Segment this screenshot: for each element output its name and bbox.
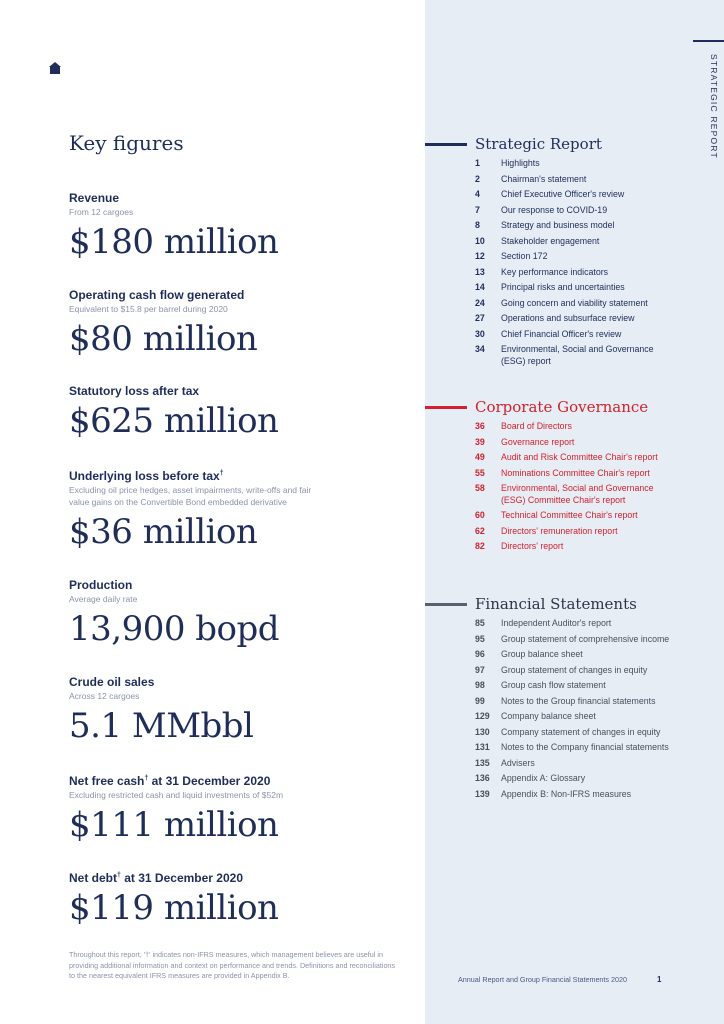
contents-page-number: 4 <box>475 189 480 199</box>
contents-strategic-report <box>425 134 724 371</box>
side-tab-bar <box>693 40 724 42</box>
figure-label: Statutory loss after tax <box>69 384 200 398</box>
contents-page-number: 10 <box>475 235 485 246</box>
contents-page-number: 1 <box>475 158 480 168</box>
figure-sub: Average daily rate <box>69 594 138 604</box>
figure-production <box>69 578 414 649</box>
figure-sub: Across 12 cargoes <box>69 691 140 701</box>
contents-page-number: 12 <box>475 251 485 261</box>
contents-item[interactable] <box>475 742 724 754</box>
contents-item-label: Notes to the Group financial statements <box>501 695 656 706</box>
contents-item-label: Board of Directors <box>501 421 572 431</box>
dagger-mark: † <box>144 775 149 782</box>
contents-item[interactable] <box>475 541 724 553</box>
contents-item-label: Highlights <box>501 158 540 168</box>
section-bar <box>425 603 467 606</box>
section-title[interactable]: Corporate Governance <box>475 398 649 416</box>
contents-item[interactable] <box>475 634 724 646</box>
contents-item[interactable] <box>475 680 724 692</box>
contents-corporate-governance <box>425 397 724 557</box>
contents-item-label: Company balance sheet <box>501 711 596 721</box>
side-section-label[interactable]: STRATEGIC REPORT <box>709 54 719 159</box>
contents-page-number: 34 <box>475 344 485 354</box>
contents-page-number: 39 <box>475 436 485 447</box>
contents-list <box>475 158 724 367</box>
home-icon[interactable] <box>48 61 62 75</box>
contents-item[interactable] <box>475 174 724 186</box>
contents-page-number: 58 <box>475 483 485 493</box>
contents-page-number: 13 <box>475 266 485 277</box>
contents-item[interactable] <box>475 510 724 522</box>
contents-item[interactable] <box>475 251 724 263</box>
contents-page-number: 24 <box>475 297 485 308</box>
contents-item[interactable] <box>475 789 724 801</box>
contents-item[interactable] <box>475 329 724 341</box>
page-number: 1 <box>657 975 662 984</box>
contents-item-label: Directors' report <box>501 541 564 551</box>
contents-page-number: 129 <box>475 711 490 721</box>
contents-item-label: Operations and subsurface review <box>501 313 635 323</box>
contents-item-label: Chief Executive Officer's review <box>501 189 625 199</box>
contents-page-number: 14 <box>475 282 485 292</box>
contents-financial-statements <box>425 594 724 804</box>
contents-item[interactable] <box>475 205 724 217</box>
figure-label: Operating cash flow generated <box>69 288 245 302</box>
figure-value: $625 million <box>69 401 279 441</box>
contents-item-label: Strategy and business model <box>501 220 615 230</box>
contents-item[interactable] <box>475 298 724 310</box>
contents-page-number: 131 <box>475 742 490 752</box>
figure-crude-oil-sales <box>69 675 414 746</box>
contents-list <box>475 618 724 800</box>
contents-item-label: Group cash flow statement <box>501 680 606 690</box>
contents-item-label: Chairman's statement <box>501 173 587 184</box>
figure-label: Revenue <box>69 191 120 205</box>
figure-net-free-cash <box>69 771 414 845</box>
contents-page-number: 7 <box>475 204 480 215</box>
contents-item-label: Our response to COVID-19 <box>501 204 608 215</box>
section-bar <box>425 143 467 146</box>
contents-page-number: 99 <box>475 695 485 706</box>
contents-item-label: Appendix B: Non-IFRS measures <box>501 788 632 799</box>
contents-page-number: 30 <box>475 328 485 339</box>
figure-label: Underlying loss before tax† <box>69 469 224 483</box>
contents-page-number: 8 <box>475 220 480 230</box>
figure-value: 13,900 bopd <box>69 609 280 649</box>
figure-operating-cash-flow <box>69 288 414 359</box>
contents-page-number: 96 <box>475 649 485 659</box>
contents-list <box>475 421 724 553</box>
figure-value: 5.1 MMbbl <box>69 706 254 746</box>
figure-value: $180 million <box>69 222 279 262</box>
figure-value: $119 million <box>69 888 279 928</box>
contents-page-number: 85 <box>475 618 485 628</box>
contents-page-number: 136 <box>475 773 490 783</box>
contents-page-number: 135 <box>475 757 490 768</box>
contents-page-number: 2 <box>475 173 480 184</box>
contents-item-label: Group balance sheet <box>501 649 583 659</box>
contents-item[interactable] <box>475 189 724 201</box>
contents-item[interactable] <box>475 649 724 661</box>
contents-item[interactable] <box>475 421 724 433</box>
contents-page-number: 82 <box>475 541 485 551</box>
contents-item-label: Environmental, Social and Governance (ESG) Committee Chair's report <box>501 483 654 505</box>
section-title[interactable]: Strategic Report <box>475 135 602 153</box>
contents-page-number: 60 <box>475 510 485 520</box>
figure-revenue <box>69 191 414 262</box>
figure-underlying-loss <box>69 466 414 552</box>
figure-value: $36 million <box>69 512 258 552</box>
contents-item[interactable] <box>475 452 724 464</box>
section-title[interactable]: Financial Statements <box>475 595 637 613</box>
key-figures-title: Key figures <box>69 131 184 155</box>
contents-page-number: 62 <box>475 525 485 536</box>
contents-item[interactable] <box>475 696 724 708</box>
contents-item-label: Going concern and viability statement <box>501 297 648 308</box>
contents-item[interactable] <box>475 282 724 294</box>
footnote: Throughout this report, '†' indicates non-IFRS measures, which management believes are useful in providing additional information and context on performance and trends. Definitions and reconciliations to the nearest equivalent IFRS measures are provided in Appendix B. <box>69 950 396 980</box>
contents-page-number: 36 <box>475 421 485 431</box>
figure-label: Crude oil sales <box>69 675 155 689</box>
contents-item-label: Appendix A: Glossary <box>501 773 586 783</box>
contents-item[interactable] <box>475 468 724 480</box>
figure-sub: From 12 cargoes <box>69 207 134 217</box>
contents-item[interactable] <box>475 220 724 232</box>
contents-page-number: 49 <box>475 452 485 462</box>
contents-item-label: Principal risks and uncertainties <box>501 282 625 292</box>
figure-value: $111 million <box>69 805 279 845</box>
contents-item[interactable] <box>475 158 724 170</box>
contents-item[interactable] <box>475 344 724 367</box>
contents-item[interactable] <box>475 267 724 279</box>
dagger-mark: † <box>117 872 121 879</box>
contents-item-label: Governance report <box>501 436 575 447</box>
dagger-mark: † <box>219 470 224 477</box>
contents-item[interactable] <box>475 727 724 739</box>
figure-label: Net free cash† at 31 December 2020 <box>69 774 271 788</box>
contents-item-label: Notes to the Company financial statements <box>501 742 669 752</box>
contents-item-label: Technical Committee Chair's report <box>501 510 638 520</box>
contents-page-number: 130 <box>475 726 490 737</box>
contents-item-label: Stakeholder engagement <box>501 235 600 246</box>
contents-item-label: Chief Financial Officer's review <box>501 328 622 339</box>
contents-item[interactable] <box>475 437 724 449</box>
contents-page-number: 98 <box>475 680 485 690</box>
footer-title: Annual Report and Group Financial Statements 2020 <box>458 975 628 984</box>
contents-page-number: 139 <box>475 788 490 799</box>
contents-item-label: Group statement of comprehensive income <box>501 633 670 644</box>
contents-item-label: Environmental, Social and Governance (ESG) report <box>501 344 654 366</box>
contents-item[interactable] <box>475 483 724 506</box>
contents-item[interactable] <box>475 758 724 770</box>
figure-statutory-loss <box>69 384 414 441</box>
contents-item[interactable] <box>475 313 724 325</box>
figure-sub: Equivalent to $15.8 per barrel during 2020 <box>69 304 228 314</box>
figure-label: Production <box>69 578 133 592</box>
contents-item[interactable] <box>475 665 724 677</box>
contents-item[interactable] <box>475 236 724 248</box>
figure-net-debt <box>69 868 414 928</box>
contents-item-label: Nominations Committee Chair's report <box>501 467 650 478</box>
contents-item-label: Key performance indicators <box>501 266 609 277</box>
contents-item[interactable] <box>475 711 724 723</box>
contents-page-number: 27 <box>475 313 485 323</box>
contents-item[interactable] <box>475 618 724 630</box>
contents-page-number: 95 <box>475 633 485 644</box>
contents-item-label: Section 172 <box>501 251 548 261</box>
contents-item-label: Directors' remuneration report <box>501 525 618 536</box>
contents-item-label: Company statement of changes in equity <box>501 726 661 737</box>
contents-item[interactable] <box>475 773 724 785</box>
contents-item-label: Independent Auditor's report <box>501 618 612 628</box>
contents-item-label: Audit and Risk Committee Chair's report <box>501 452 658 462</box>
figure-sub: Excluding oil price hedges, asset impairments, write-offs and fair value gains on the Convertible Bond embedded derivative <box>69 485 312 507</box>
contents-page-number: 97 <box>475 664 485 675</box>
section-bar <box>425 406 467 409</box>
figure-sub: Excluding restricted cash and liquid investments of $52m <box>69 790 284 800</box>
figure-label: Net debt† at 31 December 2020 <box>69 871 243 885</box>
contents-item-label: Group statement of changes in equity <box>501 664 648 675</box>
contents-item[interactable] <box>475 526 724 538</box>
figure-value: $80 million <box>69 319 258 359</box>
contents-item-label: Advisers <box>501 757 535 768</box>
contents-page-number: 55 <box>475 467 485 478</box>
